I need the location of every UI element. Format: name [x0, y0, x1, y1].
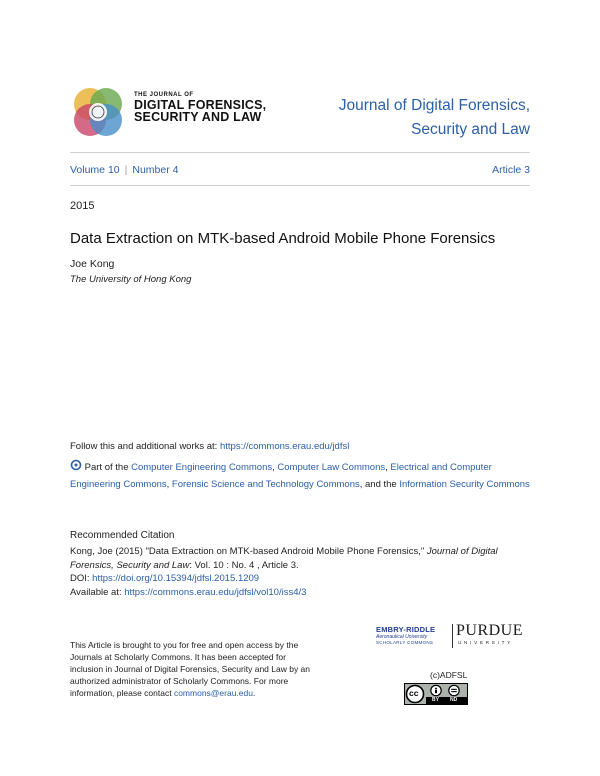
- volume-link[interactable]: Volume 10: [70, 164, 120, 176]
- cc-by-label: BY: [432, 697, 439, 703]
- citation-text: Kong, Joe (2015) "Data Extraction on MTK-based Android Mobile Phone Forensics,": [70, 546, 427, 557]
- purdue-subtitle: UNIVERSITY: [458, 640, 514, 645]
- cc-license-badge[interactable]: [404, 683, 468, 705]
- part-of-and: , and the: [359, 479, 400, 490]
- cc-nd-label: ND: [450, 697, 458, 703]
- author-affiliation: The University of Hong Kong: [70, 274, 192, 285]
- erau-subtitle: Aeronautical University: [376, 634, 428, 640]
- footer-end: .: [252, 688, 256, 698]
- part-of-sep: ,: [385, 462, 391, 473]
- doi-label: DOI:: [70, 573, 93, 584]
- doi-link[interactable]: https://doi.org/10.15394/jdfsl.2015.1209: [92, 573, 260, 584]
- author-name: Joe Kong: [70, 258, 115, 270]
- part-of-section: [70, 459, 530, 493]
- part-of-sep: ,: [166, 479, 172, 490]
- journal-logo-icon: [70, 84, 126, 140]
- journal-title-line2: Security and Law: [411, 121, 530, 138]
- journal-title-line1: Journal of Digital Forensics,: [338, 97, 530, 114]
- recommended-citation-heading: Recommended Citation: [70, 530, 175, 541]
- footer-notice: [70, 639, 310, 699]
- logo-title: [134, 99, 266, 123]
- logo-title-line2: SECURITY AND LAW: [134, 110, 262, 124]
- footer-notice-text: This Article is brought to you for free and open access by the Journals at Scholarly Commons. It has been accepted for inclusion in Journal of Digital Forensics, Security and Law by an authorized administrator of Scholarly Commons. For more information, please contact: [70, 640, 311, 698]
- citation-volume: : Vol. 10 : No. 4 , Article 3.: [189, 559, 299, 571]
- commons-link-electrical-computer-engineering[interactable]: Electrical and Computer Engineering Commons: [70, 462, 492, 490]
- follow-link[interactable]: https://commons.erau.edu/jdfsl: [219, 441, 350, 452]
- article-link[interactable]: Article 3: [492, 164, 530, 176]
- number-link[interactable]: Number 4: [132, 164, 179, 176]
- part-of-sep: ,: [272, 462, 278, 473]
- follow-line: [70, 441, 349, 452]
- commons-link-information-security[interactable]: Information Security Commons: [399, 479, 530, 490]
- citation-journal: Journal of Digital Forensics, Security and Law: [70, 546, 498, 571]
- commons-link-computer-law[interactable]: Computer Law Commons: [277, 462, 386, 473]
- follow-prefix: Follow this and additional works at:: [70, 441, 220, 452]
- erau-commons: SCHOLARLY COMMONS: [376, 640, 434, 645]
- erau-logo: [376, 626, 450, 650]
- journal-title-link[interactable]: [339, 94, 530, 142]
- journal-logo: [70, 84, 290, 140]
- available-link[interactable]: https://commons.erau.edu/jdfsl/vol10/iss4/3: [124, 586, 307, 598]
- purdue-logo-divider: [452, 624, 453, 648]
- cc-label: cc: [409, 688, 419, 698]
- part-of-prefix: Part of the: [84, 462, 132, 473]
- contact-email-link[interactable]: commons@erau.edu: [173, 688, 253, 698]
- available-label: Available at:: [70, 586, 125, 598]
- article-title: Data Extraction on MTK-based Android Mobile Phone Forensics: [70, 230, 496, 247]
- commons-link-forensic-science[interactable]: Forensic Science and Technology Commons: [171, 479, 360, 490]
- commons-link-computer-engineering[interactable]: Computer Engineering Commons: [131, 462, 273, 473]
- purdue-wordmark: PURDUE: [456, 622, 524, 639]
- purdue-logo: [452, 622, 530, 650]
- divider-top: [70, 152, 530, 153]
- meta-separator: |: [124, 164, 128, 176]
- logo-title-line1: DIGITAL FORENSICS,: [134, 98, 267, 112]
- issue-meta: [70, 164, 530, 176]
- divider-meta: [70, 185, 530, 186]
- network-icon: [70, 459, 82, 471]
- copyright-notice: (c)ADFSL: [430, 670, 468, 680]
- logo-small-text: THE JOURNAL OF: [134, 92, 194, 98]
- recommended-citation: [70, 545, 530, 599]
- publication-year: 2015: [70, 200, 95, 212]
- erau-name: EMBRY-RIDDLE: [376, 625, 436, 634]
